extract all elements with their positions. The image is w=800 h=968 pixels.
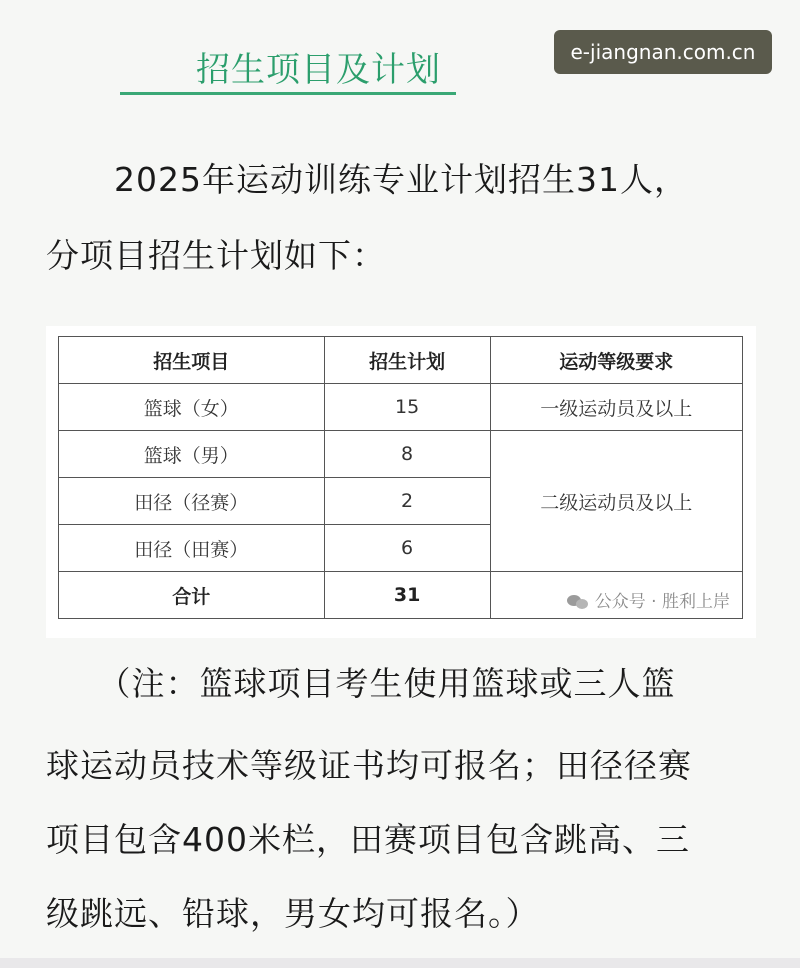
- quota-table: [58, 336, 743, 619]
- header-requirement: 运动等级要求: [490, 337, 742, 384]
- table-watermark-text: 公众号 · 胜利上岸: [594, 592, 730, 612]
- note-line-3: 项目包含400米栏，田赛项目包含跳高、三: [46, 820, 690, 859]
- table-row: [59, 431, 743, 478]
- header-plan: 招生计划: [324, 337, 490, 384]
- row-requirement: 二级运动员及以上: [490, 431, 742, 572]
- bottom-divider: [0, 958, 800, 968]
- table-watermark: [567, 587, 730, 612]
- row-requirement: 一级运动员及以上: [490, 384, 742, 431]
- wechat-icon: [567, 595, 589, 609]
- row-plan: 15: [324, 384, 490, 431]
- intro-line-1: 2025年运动训练专业计划招生31人，: [46, 160, 688, 199]
- page-title: 招生项目及计划: [196, 50, 441, 90]
- row-item: 篮球（男）: [59, 431, 325, 478]
- table-row: [59, 384, 743, 431]
- row-item: 田径（径赛）: [59, 478, 325, 525]
- table-watermark-cell: [490, 572, 742, 619]
- table-header-row: [59, 337, 743, 384]
- total-label: 合计: [59, 572, 325, 619]
- row-item: 篮球（女）: [59, 384, 325, 431]
- section-heading: [120, 36, 456, 95]
- total-value: 31: [324, 572, 490, 619]
- note-line-2: 球运动员技术等级证书均可报名；田径径赛: [46, 746, 692, 785]
- row-plan: 2: [324, 478, 490, 525]
- intro-line-2: 分项目招生计划如下：: [46, 236, 386, 275]
- note-line-4: 级跳远、铅球，男女均可报名。）: [46, 894, 540, 933]
- quota-table-card: [46, 326, 756, 638]
- site-watermark: e-jiangnan.com.cn: [554, 30, 772, 74]
- note-line-1: （注：篮球项目考生使用篮球或三人篮: [46, 664, 676, 703]
- row-plan: 6: [324, 525, 490, 572]
- row-item: 田径（田赛）: [59, 525, 325, 572]
- table-total-row: [59, 572, 743, 619]
- header-item: 招生项目: [59, 337, 325, 384]
- row-plan: 8: [324, 431, 490, 478]
